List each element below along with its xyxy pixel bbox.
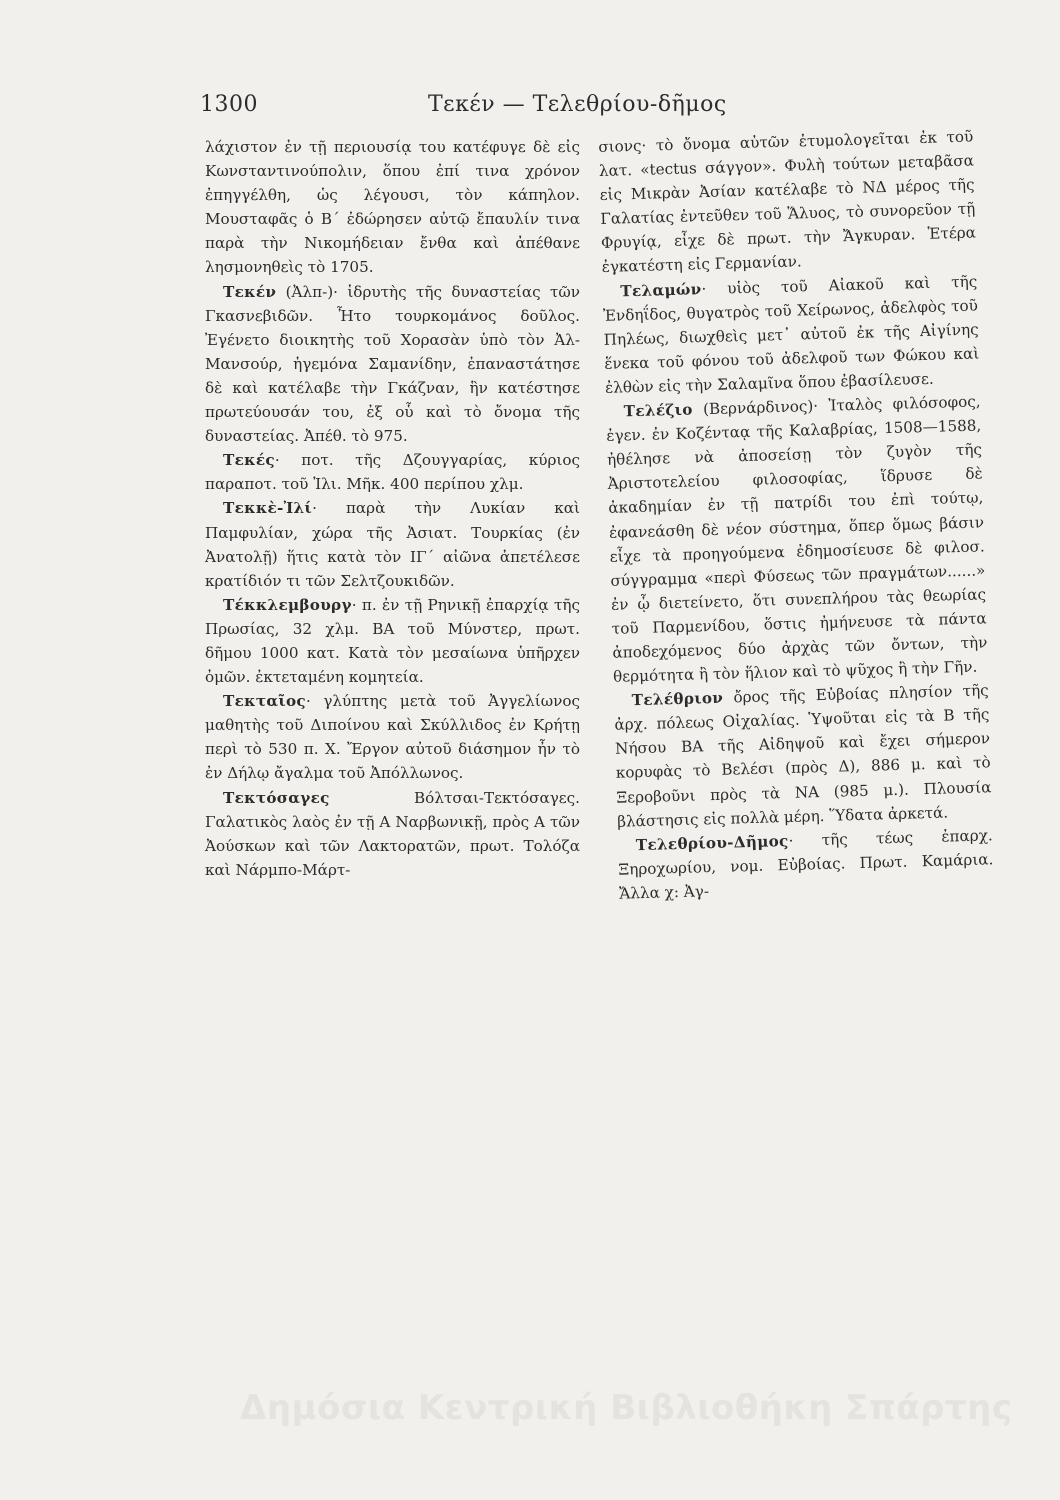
dictionary-entry: Τεκκὲ-Ἰλί· παρὰ τὴν Λυκίαν καὶ Παμφυλίαν, χώρα τῆς Ἀσιατ. Τουρκίας (ἐν Ἀνατολῇ) ἥτις κατὰ τὸν ΙΓ΄ αἰῶνα ἀπετέλεσε κρατίδιόν τι τῶν Σελτζουκιδῶν. (205, 499, 580, 590)
dictionary-entry: Τέκκλεμβουργ· π. ἐν τῇ Ρηνικῇ ἐπαρχίᾳ τῆς Πρωσίας, 32 χλμ. ΒΑ τοῦ Μύνστερ, πρωτ. δῆμου 1000 κατ. Κατὰ τὸν μεσαίωνα ὑπῆρχεν ὀμῶν. ἐκτεταμένη κομητεία. (205, 595, 580, 687)
entry-headword: Τελέθριον (631, 688, 724, 710)
entry-headword: Τέκκλεμβουργ (223, 595, 352, 614)
dictionary-entry: Τεκταῖος· γλύπτης μετὰ τοῦ Ἀγγελίωνος μαθητὴς τοῦ Διποίνου καὶ Σκύλλιδος ἐν Κρήτῃ περὶ τὸ 530 π. Χ. Ἔργον αὐτοῦ διάσημον ἦν τὸ ἐν Δήλῳ ἄγαλμα τοῦ Ἀπόλλωνος. (205, 692, 580, 783)
entry-headword: Τελαμών (620, 279, 702, 300)
dictionary-entry: Τελέθριον ὄρος τῆς Εὐβοίας πλησίον τῆς ἀρχ. πόλεως Οἰχαλίας. Ὑψοῦται εἰς τὰ Β τῆς Νήσου ΒΑ τῆς Αἰδηψοῦ καὶ ἔχει σήμερον κορυφὰς τὸ Βελέσι (πρὸς Δ), 886 μ. καὶ τὸ Ξεροβοῦνι πρὸς τὰ ΝΑ (985 μ.). Πλουσία βλάστησις εἰς πολλὰ μέρη. Ὕδατα ἀρκετά. (614, 681, 992, 831)
entry-headword: Τεκές (223, 451, 275, 470)
dictionary-entry: Τελεθρίου-Δῆμος· τῆς τέως ἐπαρχ. Ξηροχωρίου, νομ. Εὐβοίας. Πρωτ. Καμάρια. Ἄλλα χ: Ἀγ- (618, 825, 994, 903)
dictionary-entry: Τεκτόσαγες Βόλτσαι-Τεκτόσαγες. Γαλατικὸς λαὸς ἐν τῇ Α Ναρβωνικῇ, πρὸς Α τῶν Ἀούσκων καὶ τῶν Λακτορατῶν, πρωτ. Τολόζα καὶ Νάρμπο-Μάρτ- (205, 788, 580, 879)
dictionary-entry: Τελέζιο (Βερνάρδινος)· Ἰταλὸς φιλόσοφος, ἐγεν. ἐν Κοζένταᾳ τῆς Καλαβρίας, 1508—1588, ἠθέλησε νὰ ἀποσείσῃ τὸν ζυγὸν τῆς Ἀριστοτελείου φιλοσοφίας, ἵδρυσε δὲ ἀκαδημίαν ἐν τῇ πατρίδι του ἐπὶ τούτῳ, ἐφανεάσθη δὲ νέον σύστημα, ὅπερ ὅμως βάσιν εἶχε τὰ προηγούμενα ἐδημοσίευσε δὲ φιλοσ. σύγγραμμα «περὶ Φύσεως τῶν πραγμάτων......» ἐν ᾧ διετείνετο, ὅτι συνεπλήρου τὰς θεωρίας τοῦ Παρμενίδου, ὅστις ἠμήνευσε τὰ πάντα ἀποδεχόμενος δύο ἀρχὰς τῶν ὄντων, τὴν θερμότητα ἢ τὸν ἥλιον καὶ τὸ ψῦχος ἢ τὴν Γῆν. (606, 392, 988, 686)
entry-headword: Τεκταῖος (223, 692, 306, 711)
dictionary-entry: Τελαμών· υἱὸς τοῦ Αἰακοῦ καὶ τῆς Ἐνδηΐδος, θυγατρὸς τοῦ Χείρωνος, ἀδελφὸς τοῦ Πηλέως, διωχθεὶς μετ᾽ αὐτοῦ ἐκ τῆς Αἰγίνης ἕνεκα τοῦ φόνου τοῦ ἀδελφοῦ των Φώκου καὶ ἐλθὼν εἰς τὴν Σαλαμῖνα ὅπου ἐβασίλευσε. (602, 272, 980, 397)
entry-headword: Τελέζιο (623, 400, 693, 421)
library-watermark: Δημόσια Κεντρική Βιβλιοθήκη Σπάρτης (240, 1388, 1013, 1428)
entry-headword: Τελεθρίου-Δῆμος (635, 831, 789, 854)
dictionary-entry: Τεκέν (Ἀλπ-)· ἱδρυτὴς τῆς δυναστείας τῶν Γκασνεβιδῶν. Ἦτο τουρκομάνος δοῦλος. Ἐγένετο διοικητὴς τοῦ Χορασὰν ὑπὸ τὸν Ἀλ-Μανσούρ, ἡγεμόνα Σαμανίδην, ἐπαναστάτησε δὲ καὶ κατέλαβε τὴν Γκάζναν, ἣν κατέστησε πρωτεύουσάν του, ἐξ οὗ καὶ τὸ ὄνομα τῆς δυναστείας. Ἀπέθ. τὸ 975. (205, 282, 580, 446)
right-column (598, 125, 994, 906)
page-header (200, 92, 780, 126)
entry-headword: Τεκέν (223, 282, 277, 301)
left-column (205, 135, 580, 882)
entry-headword: Τεκκὲ-Ἰλί (223, 499, 313, 518)
entry-continuation: λάχιστον ἐν τῇ περιουσίᾳ του κατέφυγε δὲ εἰς Κωνσταντινούπολιν, ὅπου ἐπί τινα χρόνον ἐπηγγέλθη, ὡς λέγουσι, τὸν κάπηλον. Μουσταφᾶς ὁ Β΄ ἐδώρησεν αὐτῷ ἔπαυλίν τινα παρὰ τὴν Νικομήδειαν ἔνθα καὶ ἀπέθανε λησμονηθεὶς τὸ 1705. (205, 138, 580, 277)
entry-headword: Τεκτόσαγες (223, 788, 330, 807)
page-number: 1300 (200, 92, 258, 117)
dictionary-entry: Τεκές· ποτ. τῆς Δζουγγαρίας, κύριος παραποτ. τοῦ Ἰλι. Μῆκ. 400 περίπου χλμ. (205, 451, 580, 494)
entry-continuation: σιονς· τὸ ὄνομα αὐτῶν ἐτυμολογεῖται ἐκ τοῦ λατ. «tectus σάγγον». Φυλὴ τούτων μεταβᾶσα εἰς Μικρὰν Ἀσίαν κατέλαβε τὸ ΝΔ μέρος τῆς Γαλατίας ἐντεῦθεν τοῦ Ἅλυος, τὸ συνορεῦον τῇ Φρυγίᾳ, εἶχε δὲ πρωτ. τὴν Ἄγκυραν. Ἑτέρα ἐγκατέστη εἰς Γερμανίαν. (598, 127, 977, 277)
running-title: Τεκέν — Τελεθρίου-δῆμος (428, 92, 727, 117)
